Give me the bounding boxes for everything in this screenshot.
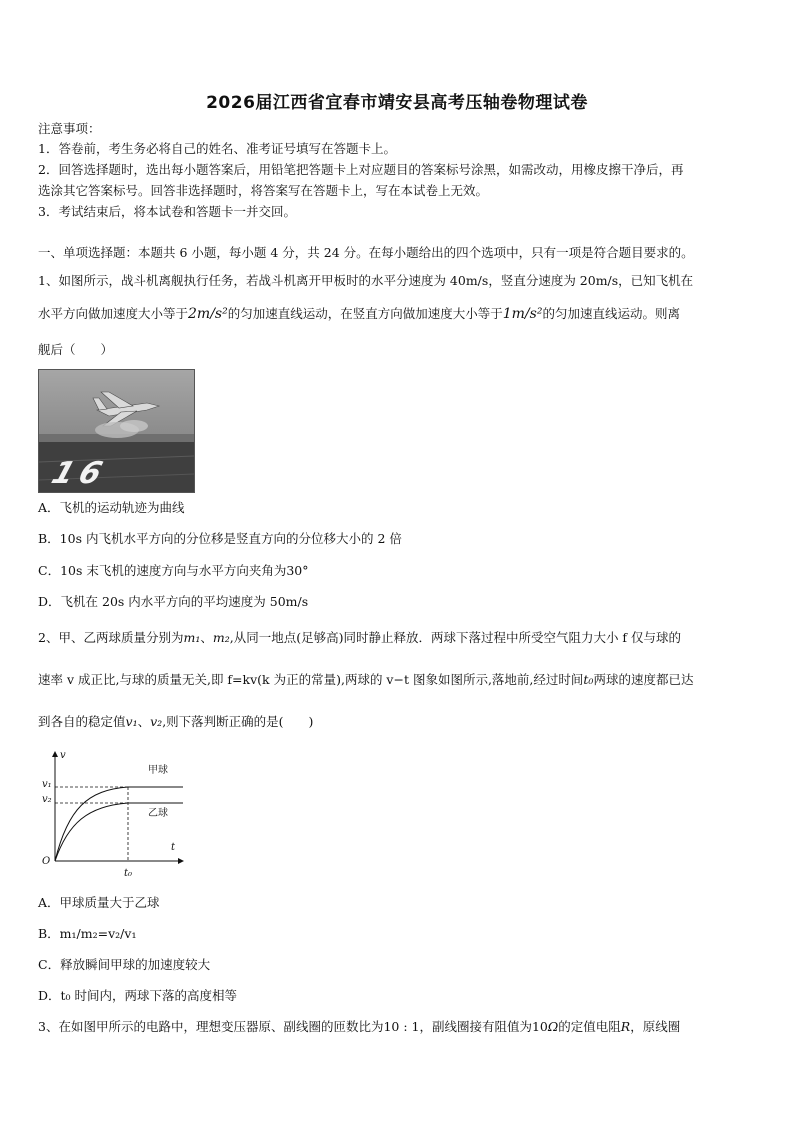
question-1-stem-line2 bbox=[38, 306, 680, 322]
option-d: D．t₀ 时间内，两球下落的高度相等 bbox=[38, 988, 238, 1003]
stem-text: ,从同一地点(足够高)同时静止释放．两球下落过程中所受空气阻力大小 f 仅与球的 bbox=[229, 630, 682, 645]
curve-jia bbox=[55, 787, 183, 861]
origin-label: O bbox=[42, 856, 51, 867]
option-c: C．释放瞬间甲球的加速度较大 bbox=[38, 957, 211, 972]
stem-text: 的匀加速直线运动，在竖直方向做加速度大小等于 bbox=[227, 306, 503, 321]
question-2-stem bbox=[38, 630, 681, 646]
stem-text: ,则下落判断正确的是( ) bbox=[162, 714, 314, 729]
time-symbol: t₀ bbox=[583, 672, 594, 687]
question-1-stem-line3: 舰后（ ） bbox=[38, 342, 114, 357]
velocity-symbol: v₂ bbox=[150, 714, 163, 729]
stem-text: ，原线圈 bbox=[630, 1019, 681, 1034]
stem-text: 2、甲、乙两球质量分别为 bbox=[38, 630, 184, 645]
v-axis-label: v bbox=[60, 750, 66, 761]
question-3-stem bbox=[38, 1019, 680, 1035]
option-b: B．10s 内飞机水平方向的分位移是竖直方向的分位移大小的 2 倍 bbox=[38, 531, 402, 546]
stem-text: 水平方向做加速度大小等于 bbox=[38, 306, 189, 321]
notice-heading: 注意事项： bbox=[38, 121, 101, 136]
stem-text: 、 bbox=[137, 714, 151, 729]
stem-text: 3、在如图甲所示的电路中，理想变压器原、副线圈的匝数比为10 : 1，副线圈接有阻值为10 bbox=[38, 1019, 548, 1034]
option-d: D．飞机在 20s 内水平方向的平均速度为 50m/s bbox=[38, 594, 309, 609]
stem-text: 两球的速度都已达 bbox=[593, 672, 694, 687]
curve-yi-label: 乙球 bbox=[148, 808, 168, 819]
option-a: A．飞机的运动轨迹为曲线 bbox=[38, 500, 185, 515]
curve-jia-label: 甲球 bbox=[148, 765, 168, 776]
velocity-symbol: v₁ bbox=[125, 714, 138, 729]
question-2-stem-line2 bbox=[38, 672, 693, 688]
notice-item: 2．回答选择题时，选出每小题答案后，用铅笔把答题卡上对应题目的答案标号涂黑，如需改动，用橡皮擦干净后，再 bbox=[38, 162, 684, 177]
stem-text: 速率 v 成正比,与球的质量无关,即 f=kv(k 为正的常量),两球的 v−t 图象如图所示,落地前,经过时间 bbox=[38, 672, 584, 687]
question-2-stem-line3 bbox=[38, 714, 313, 730]
t-axis-label: t bbox=[171, 842, 176, 853]
notice-item: 3．考试结束后，将本试卷和答题卡一并交回。 bbox=[38, 204, 296, 219]
v1-label: v₁ bbox=[42, 779, 52, 790]
notice-item: 1．答卷前，考生务必将自己的姓名、准考证号填写在答题卡上。 bbox=[38, 141, 396, 156]
stem-text: 的匀加速直线运动。则离 bbox=[542, 306, 680, 321]
accel-value: 1m/s² bbox=[502, 306, 543, 322]
option-a: A．甲球质量大于乙球 bbox=[38, 895, 160, 910]
mass-symbol: m₂ bbox=[212, 630, 230, 645]
option-c: C．10s 末飞机的速度方向与水平方向夹角为30° bbox=[38, 563, 309, 578]
ohm-symbol: Ω bbox=[547, 1019, 559, 1034]
notice-item: 选涂其它答案标号。回答非选择题时，将答案写在答题卡上，写在本试卷上无效。 bbox=[38, 183, 489, 198]
stem-text: 、 bbox=[200, 630, 213, 645]
stem-text: 的定值电阻 bbox=[558, 1019, 621, 1034]
vt-graph bbox=[38, 748, 188, 880]
carrier-jet-photo bbox=[38, 369, 195, 493]
t0-label: t₀ bbox=[124, 868, 133, 879]
option-b: B．m₁/m₂=v₂/v₁ bbox=[38, 926, 137, 941]
resistor-symbol: R bbox=[620, 1019, 631, 1034]
mass-symbol: m₁ bbox=[183, 630, 201, 645]
question-1-stem: 1、如图所示，战斗机离舰执行任务，若战斗机离开甲板时的水平分速度为 40m/s，竖直分速度为 20m/s，已知飞机在 bbox=[38, 273, 694, 288]
deck-number: 16 bbox=[47, 456, 113, 491]
stem-text: 到各自的稳定值 bbox=[38, 714, 126, 729]
v2-label: v₂ bbox=[42, 794, 52, 805]
accel-value: 2m/s² bbox=[188, 306, 228, 322]
page-title: 2026届江西省宜春市靖安县高考压轴卷物理试卷 bbox=[206, 93, 588, 113]
section-heading: 一、单项选择题：本题共 6 小题，每小题 4 分，共 24 分。在每小题给出的四个选项中，只有一项是符合题目要求的。 bbox=[38, 245, 694, 260]
